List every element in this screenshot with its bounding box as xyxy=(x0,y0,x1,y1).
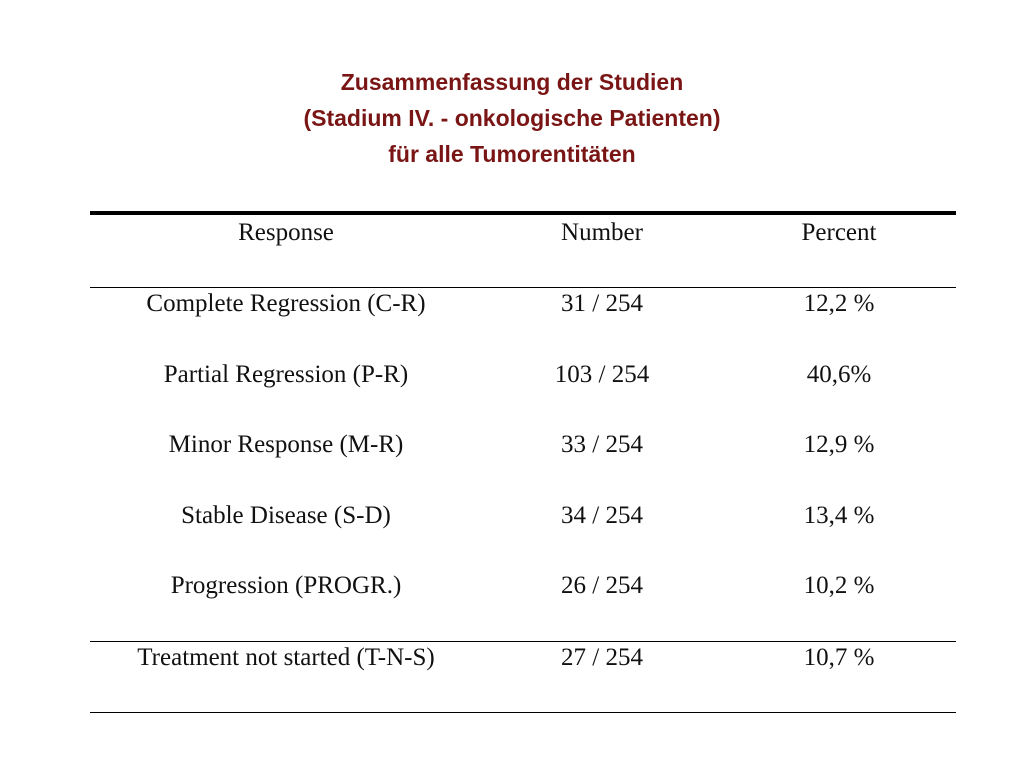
cell-percent: 10,2 % xyxy=(803,572,875,600)
cell-response: Treatment not started (T-N-S) xyxy=(137,643,435,671)
table-row xyxy=(90,288,956,359)
cell-number: 31 / 254 xyxy=(561,290,643,317)
table-header-row xyxy=(90,215,956,287)
results-table xyxy=(90,211,956,713)
slide-title xyxy=(0,64,1024,172)
cell-percent: 12,9 % xyxy=(803,431,875,459)
cell-response: Minor Response (M-R) xyxy=(168,431,404,459)
cell-percent: 40,6% xyxy=(806,360,872,388)
title-line-1: Zusammenfassung der Studien xyxy=(340,69,684,95)
table-row xyxy=(90,500,956,571)
cell-response: Partial Regression (P-R) xyxy=(163,360,409,388)
cell-percent: 12,2 % xyxy=(803,290,875,317)
cell-number: 34 / 254 xyxy=(561,501,643,529)
bottom-rule xyxy=(90,712,956,713)
response-table xyxy=(90,215,956,287)
cell-number: 27 / 254 xyxy=(561,643,643,671)
cell-number: 103 / 254 xyxy=(554,360,650,388)
response-table-body xyxy=(90,288,956,641)
title-line-2: (Stadium IV. - onkologische Patienten) xyxy=(303,105,721,131)
header-response: Response xyxy=(238,219,334,246)
cell-percent: 13,4 % xyxy=(803,501,875,529)
cell-number: 33 / 254 xyxy=(561,431,643,459)
cell-response: Progression (PROGR.) xyxy=(170,572,402,600)
cell-number: 26 / 254 xyxy=(561,572,643,600)
header-number: Number xyxy=(561,219,643,246)
title-line-3: für alle Tumorentitäten xyxy=(388,141,636,167)
table-row xyxy=(90,570,956,641)
response-table-footer xyxy=(90,642,956,712)
cell-response: Stable Disease (S-D) xyxy=(181,501,391,529)
cell-response: Complete Regression (C-R) xyxy=(146,290,426,317)
table-row xyxy=(90,429,956,500)
table-row xyxy=(90,359,956,430)
table-footer-row xyxy=(90,642,956,712)
cell-percent: 10,7 % xyxy=(803,643,875,671)
header-percent: Percent xyxy=(801,219,877,246)
